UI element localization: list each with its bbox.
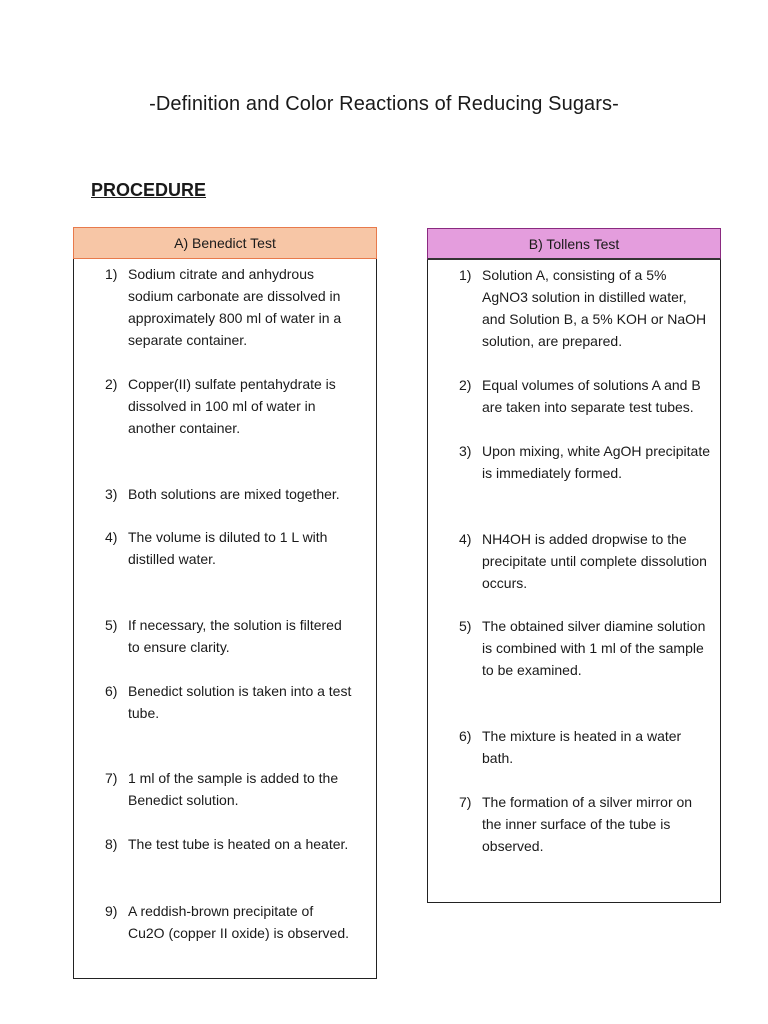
tollens-test-header: B) Tollens Test <box>427 228 721 260</box>
tollens-test-box <box>427 228 721 903</box>
step-text: If necessary, the solution is filtered to ensure clarity. <box>128 617 342 655</box>
step-text: The volume is diluted to 1 L with distilled water. <box>128 529 328 567</box>
step-text: The obtained silver diamine solution is combined with 1 ml of the sample to be examined. <box>482 618 706 678</box>
step-text: Upon mixing, white AgOH precipitate is immediately formed. <box>482 443 710 481</box>
step-number: 9) <box>105 903 118 919</box>
page-title: -Definition and Color Reactions of Reducing Sugars- <box>149 93 619 115</box>
step-text: A reddish-brown precipitate of Cu2O (copper II oxide) is observed. <box>128 903 349 941</box>
step-text: The test tube is heated on a heater. <box>128 836 349 852</box>
step-number: 1) <box>105 266 118 282</box>
step-number: 6) <box>105 683 118 699</box>
step-number: 1) <box>459 267 472 283</box>
step-text: The mixture is heated in a water bath. <box>482 728 682 766</box>
step-text: Copper(II) sulfate pentahydrate is dissolved in 100 ml of water in another container. <box>128 376 336 436</box>
step-text: Equal volumes of solutions A and B are taken into separate test tubes. <box>482 377 701 415</box>
step-number: 7) <box>105 770 118 786</box>
step-text: 1 ml of the sample is added to the Benedict solution. <box>128 770 339 808</box>
step-number: 3) <box>105 486 118 502</box>
step-number: 4) <box>105 529 118 545</box>
step-number: 4) <box>459 531 472 547</box>
procedure-heading: PROCEDURE <box>91 180 207 200</box>
step-number: 5) <box>105 617 118 633</box>
step-number: 8) <box>105 836 118 852</box>
step-number: 7) <box>459 794 472 810</box>
step-number: 5) <box>459 618 472 634</box>
step-text: NH4OH is added dropwise to the precipitate until complete dissolution occurs. <box>482 531 707 591</box>
step-number: 2) <box>459 377 472 393</box>
step-text: Solution A, consisting of a 5% AgNO3 solution in distilled water, and Solution B, a 5% KOH or NaOH solution, are prepared. <box>482 267 707 349</box>
step-text: The formation of a silver mirror on the inner surface of the tube is observed. <box>482 794 693 854</box>
step-text: Sodium citrate and anhydrous sodium carbonate are dissolved in approximately 800 ml of water in a separate container. <box>128 266 342 348</box>
step-number: 6) <box>459 728 472 744</box>
step-text: Both solutions are mixed together. <box>128 486 340 502</box>
step-number: 2) <box>105 376 118 392</box>
step-number: 3) <box>459 443 472 459</box>
benedict-test-header: A) Benedict Test <box>73 227 377 259</box>
benedict-test-box <box>73 227 377 979</box>
step-text: Benedict solution is taken into a test tube. <box>128 683 352 721</box>
